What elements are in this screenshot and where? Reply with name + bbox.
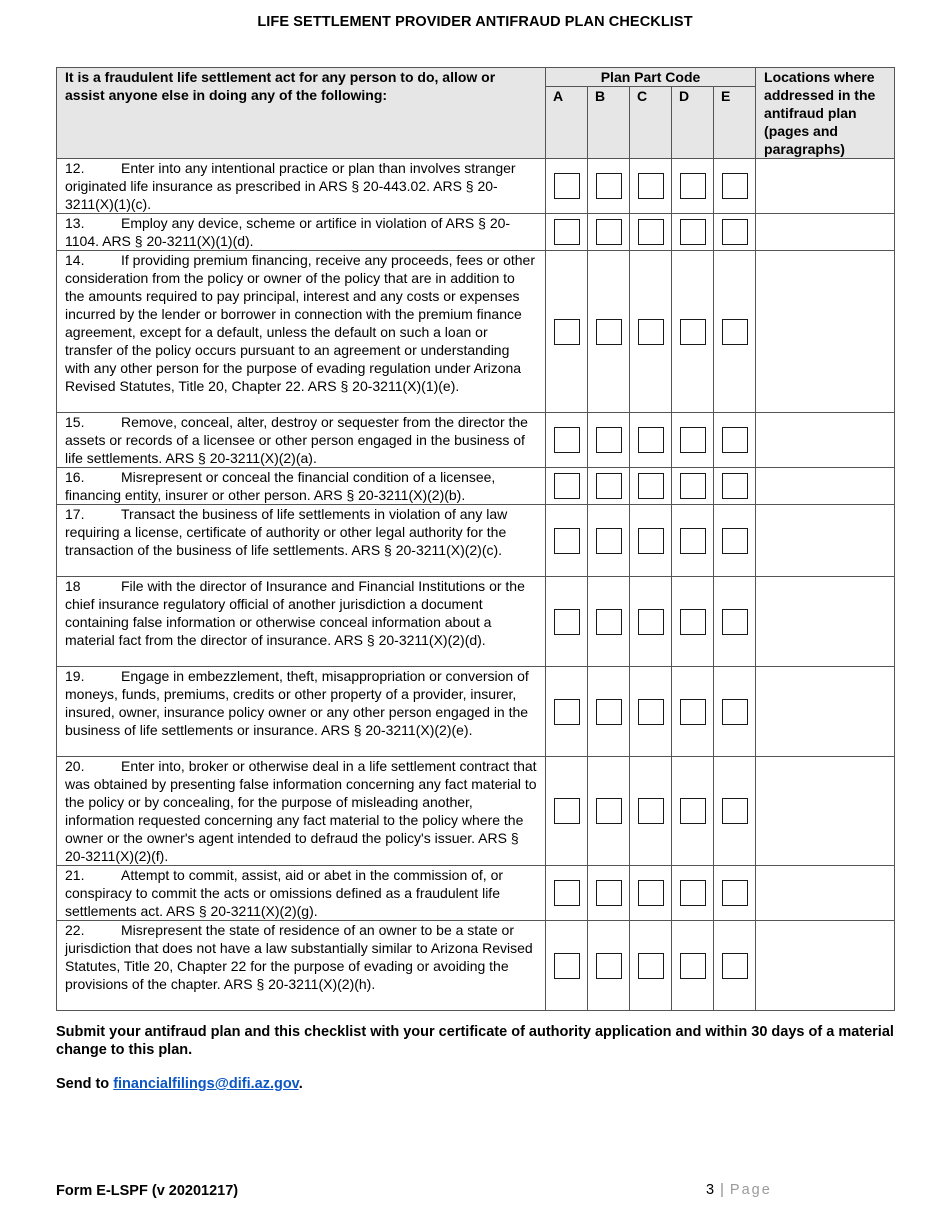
item-number: 18 bbox=[65, 578, 81, 594]
item-number: 21. bbox=[65, 867, 85, 883]
location-input-cell[interactable] bbox=[756, 577, 895, 667]
checkbox-cell bbox=[588, 468, 630, 505]
plan-part-checkbox-a[interactable] bbox=[554, 219, 580, 245]
plan-part-checkbox-e[interactable] bbox=[722, 473, 748, 499]
plan-part-checkbox-c[interactable] bbox=[638, 427, 664, 453]
column-header-c: C bbox=[630, 87, 672, 159]
plan-part-checkbox-e[interactable] bbox=[722, 798, 748, 824]
checkbox-cell bbox=[630, 577, 672, 667]
item-number: 15. bbox=[65, 414, 85, 430]
checkbox-cell bbox=[630, 757, 672, 866]
plan-part-checkbox-a[interactable] bbox=[554, 528, 580, 554]
plan-part-checkbox-b[interactable] bbox=[596, 699, 622, 725]
checkbox-cell bbox=[546, 866, 588, 921]
checkbox-cell bbox=[546, 505, 588, 577]
plan-part-checkbox-c[interactable] bbox=[638, 319, 664, 345]
checkbox-cell bbox=[714, 667, 756, 757]
checkbox-cell bbox=[672, 505, 714, 577]
item-description: Enter into, broker or otherwise deal in a life settlement contract that was obtained by presenting false information concerning any fact material to the policy or by concealing, for the purpose of misleading another, information requested concerning any fact material to the policy where the owner or the owner's agent intended to defraud the policy's issuer. ARS § 20-3211(X)(2)(f). bbox=[65, 758, 537, 864]
item-number: 16. bbox=[65, 469, 85, 485]
table-row bbox=[57, 159, 895, 214]
column-header-b: B bbox=[588, 87, 630, 159]
plan-part-checkbox-a[interactable] bbox=[554, 427, 580, 453]
plan-part-checkbox-d[interactable] bbox=[680, 319, 706, 345]
locations-header: Locations where addressed in the antifraud plan (pages and paragraphs) bbox=[756, 68, 895, 159]
item-number: 12. bbox=[65, 160, 85, 176]
form-id: Form E-LSPF (v 20201217) bbox=[56, 1183, 239, 1199]
checkbox-cell bbox=[630, 159, 672, 214]
checkbox-cell bbox=[630, 214, 672, 251]
checkbox-cell bbox=[714, 214, 756, 251]
page-separator: | bbox=[720, 1182, 725, 1198]
plan-part-checkbox-b[interactable] bbox=[596, 953, 622, 979]
item-description: Engage in embezzlement, theft, misappropriation or conversion of moneys, funds, premiums, credits or other property of a provider, insurer, insured, owner, insurance policy owner or any other person engaged in the business of life settlements or insurance. ARS § 20-3211(X)(2)(e). bbox=[65, 668, 529, 738]
table-row bbox=[57, 214, 895, 251]
checkbox-cell bbox=[588, 866, 630, 921]
item-text-cell bbox=[57, 921, 546, 1011]
item-description: Remove, conceal, alter, destroy or sequester from the director the assets or records of a licensee or other person engaged in the business of life settlements. ARS § 20-3211(X)(2)(a). bbox=[65, 414, 528, 466]
plan-part-checkbox-e[interactable] bbox=[722, 880, 748, 906]
plan-part-checkbox-a[interactable] bbox=[554, 609, 580, 635]
checkbox-cell bbox=[630, 866, 672, 921]
table-row bbox=[57, 251, 895, 413]
column-header-e: E bbox=[714, 87, 756, 159]
intro-header: It is a fraudulent life settlement act for any person to do, allow or assist anyone else in doing any of the following: bbox=[57, 68, 546, 159]
checkbox-cell bbox=[546, 214, 588, 251]
plan-part-checkbox-b[interactable] bbox=[596, 798, 622, 824]
table-row bbox=[57, 866, 895, 921]
plan-part-checkbox-b[interactable] bbox=[596, 528, 622, 554]
plan-part-checkbox-e[interactable] bbox=[722, 219, 748, 245]
checkbox-cell bbox=[588, 667, 630, 757]
table-row bbox=[57, 577, 895, 667]
page-title: LIFE SETTLEMENT PROVIDER ANTIFRAUD PLAN CHECKLIST bbox=[257, 14, 693, 30]
plan-part-checkbox-e[interactable] bbox=[722, 609, 748, 635]
checkbox-cell bbox=[630, 505, 672, 577]
table-row bbox=[57, 505, 895, 577]
plan-part-checkbox-d[interactable] bbox=[680, 173, 706, 199]
send-suffix: . bbox=[298, 1076, 303, 1092]
plan-part-checkbox-e[interactable] bbox=[722, 427, 748, 453]
checkbox-cell bbox=[546, 577, 588, 667]
send-to-line bbox=[56, 1076, 303, 1092]
item-description: Attempt to commit, assist, aid or abet in the commission of, or conspiracy to commit the acts or omissions defined as a fraudulent life settlements act. ARS § 20-3211(X)(2)(g). bbox=[65, 867, 504, 919]
checkbox-cell bbox=[672, 667, 714, 757]
plan-part-checkbox-b[interactable] bbox=[596, 319, 622, 345]
table-row bbox=[57, 468, 895, 505]
item-text-cell bbox=[57, 577, 546, 667]
item-text-cell bbox=[57, 214, 546, 251]
item-number: 19. bbox=[65, 668, 85, 684]
location-input-cell[interactable] bbox=[756, 413, 895, 468]
plan-part-checkbox-a[interactable] bbox=[554, 319, 580, 345]
plan-part-code-header: Plan Part Code bbox=[546, 68, 756, 87]
plan-part-checkbox-a[interactable] bbox=[554, 699, 580, 725]
checkbox-cell bbox=[588, 214, 630, 251]
checkbox-cell bbox=[588, 757, 630, 866]
checkbox-cell bbox=[672, 413, 714, 468]
checkbox-cell bbox=[588, 505, 630, 577]
plan-part-checkbox-a[interactable] bbox=[554, 880, 580, 906]
item-text-cell bbox=[57, 505, 546, 577]
plan-part-checkbox-a[interactable] bbox=[554, 953, 580, 979]
plan-part-checkbox-e[interactable] bbox=[722, 173, 748, 199]
plan-part-checkbox-a[interactable] bbox=[554, 173, 580, 199]
item-text-cell bbox=[57, 757, 546, 866]
item-number: 13. bbox=[65, 215, 85, 231]
checkbox-cell bbox=[546, 757, 588, 866]
plan-part-checkbox-d[interactable] bbox=[680, 219, 706, 245]
plan-part-checkbox-d[interactable] bbox=[680, 427, 706, 453]
checkbox-cell bbox=[546, 921, 588, 1011]
checkbox-cell bbox=[588, 921, 630, 1011]
submit-instructions: Submit your antifraud plan and this checklist with your certificate of authority application and within 30 days of a material change to this plan. bbox=[56, 1024, 894, 1058]
plan-part-checkbox-e[interactable] bbox=[722, 953, 748, 979]
checkbox-cell bbox=[546, 468, 588, 505]
checkbox-cell bbox=[714, 505, 756, 577]
send-prefix: Send to bbox=[56, 1076, 114, 1092]
plan-part-checkbox-d[interactable] bbox=[680, 880, 706, 906]
item-description: Transact the business of life settlements in violation of any law requiring a license, certificate of authority or other legal authority for the transaction of the business of life settlements. ARS § 20-3211(X)(2)(c). bbox=[65, 506, 508, 558]
checkbox-cell bbox=[714, 159, 756, 214]
checkbox-cell bbox=[672, 214, 714, 251]
checkbox-cell bbox=[588, 159, 630, 214]
item-number: 17. bbox=[65, 506, 85, 522]
checkbox-cell bbox=[546, 159, 588, 214]
checkbox-cell bbox=[630, 468, 672, 505]
checkbox-cell bbox=[588, 251, 630, 413]
checkbox-cell bbox=[630, 921, 672, 1011]
item-description: Enter into any intentional practice or plan than involves stranger originated life insurance as prescribed in ARS § 20-443.02. ARS § 20- 3211(X)(1)(c). bbox=[65, 160, 516, 212]
plan-part-checkbox-b[interactable] bbox=[596, 880, 622, 906]
location-input-cell[interactable] bbox=[756, 921, 895, 1011]
checkbox-cell bbox=[588, 413, 630, 468]
column-header-a: A bbox=[546, 87, 588, 159]
checkbox-cell bbox=[672, 468, 714, 505]
table-row bbox=[57, 757, 895, 866]
checklist-table bbox=[56, 67, 895, 1011]
location-input-cell[interactable] bbox=[756, 757, 895, 866]
plan-part-checkbox-c[interactable] bbox=[638, 528, 664, 554]
table-row bbox=[57, 667, 895, 757]
plan-part-checkbox-b[interactable] bbox=[596, 219, 622, 245]
item-number: 14. bbox=[65, 252, 85, 268]
plan-part-checkbox-a[interactable] bbox=[554, 473, 580, 499]
plan-part-checkbox-d[interactable] bbox=[680, 609, 706, 635]
checkbox-cell bbox=[546, 251, 588, 413]
item-text-cell bbox=[57, 159, 546, 214]
checkbox-cell bbox=[672, 159, 714, 214]
plan-part-checkbox-d[interactable] bbox=[680, 699, 706, 725]
checkbox-cell bbox=[546, 413, 588, 468]
checkbox-cell bbox=[630, 413, 672, 468]
page-number: 3 bbox=[706, 1182, 716, 1198]
plan-part-checkbox-d[interactable] bbox=[680, 953, 706, 979]
plan-part-checkbox-d[interactable] bbox=[680, 798, 706, 824]
item-description: Misrepresent or conceal the financial condition of a licensee, financing entity, insurer or other person. ARS § 20-3211(X)(2)(b). bbox=[65, 469, 496, 503]
checkbox-cell bbox=[714, 251, 756, 413]
checkbox-cell bbox=[714, 577, 756, 667]
checkbox-cell bbox=[714, 757, 756, 866]
checkbox-cell bbox=[672, 757, 714, 866]
plan-part-checkbox-c[interactable] bbox=[638, 953, 664, 979]
plan-part-checkbox-c[interactable] bbox=[638, 880, 664, 906]
checkbox-cell bbox=[630, 251, 672, 413]
location-input-cell[interactable] bbox=[756, 505, 895, 577]
checkbox-cell bbox=[672, 866, 714, 921]
item-description: Misrepresent the state of residence of an owner to be a state or jurisdiction that does not have a law substantially similar to Arizona Revised Statutes, Title 20, Chapter 22 for the purpose of evading or avoiding the provisions of the chapter. ARS § 20-3211(X)(2)(h). bbox=[65, 922, 533, 992]
table-row bbox=[57, 921, 895, 1011]
plan-part-checkbox-a[interactable] bbox=[554, 798, 580, 824]
plan-part-checkbox-c[interactable] bbox=[638, 609, 664, 635]
location-input-cell[interactable] bbox=[756, 159, 895, 214]
plan-part-checkbox-c[interactable] bbox=[638, 219, 664, 245]
checkbox-cell bbox=[714, 468, 756, 505]
plan-part-checkbox-b[interactable] bbox=[596, 427, 622, 453]
plan-part-checkbox-c[interactable] bbox=[638, 699, 664, 725]
item-text-cell bbox=[57, 667, 546, 757]
item-description: If providing premium financing, receive any proceeds, fees or other consideration from the policy or owner of the policy that are in addition to the amounts required to pay principal, interest and any costs or expenses incurred by the lender or borrower in connection with the premium finance agreement, except for a default, unless the default on such a loan or transfer of the policy occurs pursuant to an agreement or understanding with any other person for the purpose of evading regulation under Arizona Revised Statutes, Title 20, Chapter 22. ARS § 20-3211(X)(1)(e). bbox=[65, 252, 535, 394]
plan-part-checkbox-b[interactable] bbox=[596, 173, 622, 199]
location-input-cell[interactable] bbox=[756, 667, 895, 757]
item-description: File with the director of Insurance and Financial Institutions or the chief insurance regulatory official of another jurisdiction a document containing false information or otherwise conceal information about a material fact from the director of insurance. ARS § 20-3211(X)(2)(d). bbox=[65, 578, 525, 648]
checkbox-cell bbox=[546, 667, 588, 757]
location-input-cell[interactable] bbox=[756, 214, 895, 251]
item-number: 20. bbox=[65, 758, 85, 774]
plan-part-checkbox-c[interactable] bbox=[638, 798, 664, 824]
item-text-cell bbox=[57, 413, 546, 468]
checkbox-cell bbox=[588, 577, 630, 667]
checkbox-cell bbox=[714, 413, 756, 468]
item-number: 22. bbox=[65, 922, 85, 938]
column-header-d: D bbox=[672, 87, 714, 159]
plan-part-checkbox-d[interactable] bbox=[680, 473, 706, 499]
email-link[interactable]: financialfilings@difi.az.gov bbox=[113, 1076, 299, 1092]
item-text-cell bbox=[57, 866, 546, 921]
plan-part-checkbox-c[interactable] bbox=[638, 173, 664, 199]
page-number-footer bbox=[706, 1182, 772, 1198]
item-text-cell bbox=[57, 468, 546, 505]
plan-part-checkbox-e[interactable] bbox=[722, 528, 748, 554]
plan-part-checkbox-c[interactable] bbox=[638, 473, 664, 499]
location-input-cell[interactable] bbox=[756, 866, 895, 921]
location-input-cell[interactable] bbox=[756, 251, 895, 413]
item-text-cell bbox=[57, 251, 546, 413]
plan-part-checkbox-e[interactable] bbox=[722, 699, 748, 725]
page-label: Page bbox=[729, 1182, 772, 1198]
plan-part-checkbox-b[interactable] bbox=[596, 473, 622, 499]
location-input-cell[interactable] bbox=[756, 468, 895, 505]
checkbox-cell bbox=[714, 921, 756, 1011]
checkbox-cell bbox=[714, 866, 756, 921]
plan-part-checkbox-d[interactable] bbox=[680, 528, 706, 554]
checkbox-cell bbox=[672, 251, 714, 413]
item-description: Employ any device, scheme or artifice in violation of ARS § 20-1104. ARS § 20-3211(X)(1)(d). bbox=[65, 215, 511, 249]
checkbox-cell bbox=[672, 921, 714, 1011]
checkbox-cell bbox=[672, 577, 714, 667]
checkbox-cell bbox=[630, 667, 672, 757]
table-row bbox=[57, 413, 895, 468]
plan-part-checkbox-b[interactable] bbox=[596, 609, 622, 635]
plan-part-checkbox-e[interactable] bbox=[722, 319, 748, 345]
